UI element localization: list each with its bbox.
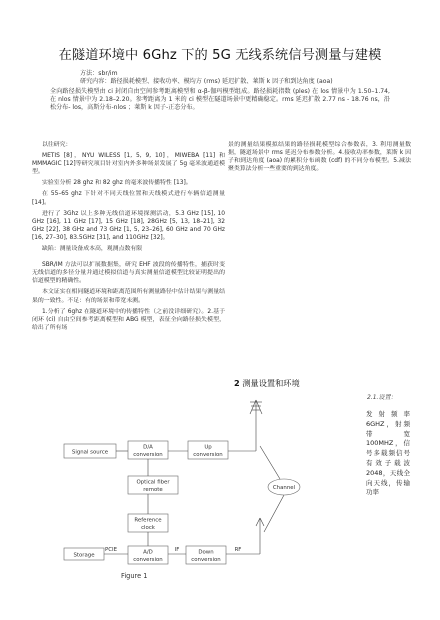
tx-channel-link [260, 446, 280, 479]
paragraph: 以往研究： [42, 142, 72, 148]
da-label: D/A [143, 444, 153, 451]
left-column [32, 141, 225, 335]
channel-label: Channel [272, 485, 296, 491]
ad-label: A/D [143, 549, 153, 556]
storage-label: Storage [73, 552, 95, 559]
channel-rx-link [264, 495, 284, 532]
ref-label-1: Reference [134, 517, 162, 524]
paragraph: 实验室分析 28 ghz 和 82 ghz 的毫米波传播特性 [13]。 [42, 180, 192, 187]
rf-label: RF [234, 547, 242, 553]
optical-label-1: Optical fiber [136, 479, 170, 486]
up-label: Up [204, 444, 212, 451]
signal-source-label: Signal source [71, 449, 109, 456]
section-number: 2 [234, 378, 240, 388]
pcie-label: PCIE [104, 547, 118, 553]
if-label: IF [174, 547, 180, 553]
paragraph: 1.分析了 6ghz 在隧道环境中的传播特性（之前没详细研究）。2.基于闭环 (ci) 自由空间参考距离模型和 ABG 模型，表征全向路径损失模型，给出了所有场 [32, 308, 225, 331]
optical-label-2: remote [143, 487, 163, 493]
abstract: 全向路径损失模型由 ci 封闭自由空间参考距离模型和 α-β-伽玛模型组成。路径损耗指数 (ples) 在 los 情景中为 1.50–1.74, 在 nlos 情景中为 2.18–2.20。参考距离为 1 米的 ci 模型在隧道场景中更精确稳定。rms 延迟扩散 2.77 ns - 18.76 ns，沿松分布- los，高斯分布-nlos ；莱斯 k 因子-正态分布。 [50, 88, 390, 111]
method-line: 方法：sbr/im [80, 70, 118, 77]
paragraph: 在 55–65 ghz 下针对不同天线位置和天线模式进行车辆信道测量 [14]。 [32, 191, 225, 206]
paragraph: 景的测量结果模拟结果的路径损耗模型综合参数表，3. 利用测量数据，隧道场景中 rms 延迟分布参数分析。4.接收功率参数，莱斯 k 因子和到达角度 (aoa) 的累积分布函数 (cdf) 的不同分布模型。5.减法聚类算法分析一些重要的到达角度。 [228, 142, 411, 173]
figure-caption: Figure 1 [121, 572, 148, 580]
paragraph: 本文证实在相同隧道环境和距离范围所有测量路径中估计结果与测量结果的一致性。不足：有的场景和带宽未测。 [32, 289, 225, 304]
tx-antenna-icon [250, 400, 262, 432]
meta-block [80, 70, 380, 86]
subsection-heading: 2.1.设置： [367, 394, 397, 401]
section-heading [234, 378, 300, 389]
content-line: 研究内容：路径损耗模型、接收功率、模均方 (rms) 延迟扩散、莱斯 k 因子和到达角度 (aoa) [80, 78, 333, 85]
paragraph: METIS [8]，NYU WILESS [1, 5, 9, 10]，MIWEBA [11] 和 MMMAGIC [12]等研究项目针对室内外多种场景发展了 5g 毫米波通道模型。 [32, 153, 225, 176]
paper-title: 在隧道环境中 6Ghz 下的 5G 无线系统信号测量与建模 [58, 48, 382, 63]
up-sub-label: conversion [193, 452, 223, 458]
setup-text: 发射频率 6GHZ，射频带宽 100MHZ，信号多载频信号有效子载波 2048，天线全向天线，传输功率 [366, 410, 410, 497]
down-label: Down [198, 549, 214, 556]
right-column [228, 141, 411, 176]
ad-sub-label: conversion [133, 557, 163, 563]
paragraph: 进行了 3Ghz 以上多种无线信道环境探测活动，5.3 GHz [15], 10 GHz [16], 11 GHz [17], 15 GHz [18], 28GHz [5, 13, 18–21], 32 GHz [22], 38 GHz and 73 GHz [1, 5, 23–26], 60 GHz and 70 GHz [16, 27–30], 83.5GHz [31], and 110GHz [32]。 [32, 210, 225, 241]
da-sub-label: conversion [133, 452, 163, 458]
paragraph: SBR/IM 方法可以扩展数据集，研究 EHF 波段的传播特性，捕获时变无线信道的多径分量并通过模拟信道与真实测量信道模型比较证明提出的信道模型的精确性。 [32, 262, 225, 285]
section-title: 测量设置和环境 [242, 378, 300, 388]
ref-label-2: clock [141, 525, 155, 531]
down-sub-label: conversion [191, 557, 221, 563]
rx-antenna-icon [256, 518, 264, 532]
measurement-system-diagram [60, 392, 360, 592]
paragraph: 缺陷：测量设备成本高，观测点数有限 [42, 246, 143, 253]
